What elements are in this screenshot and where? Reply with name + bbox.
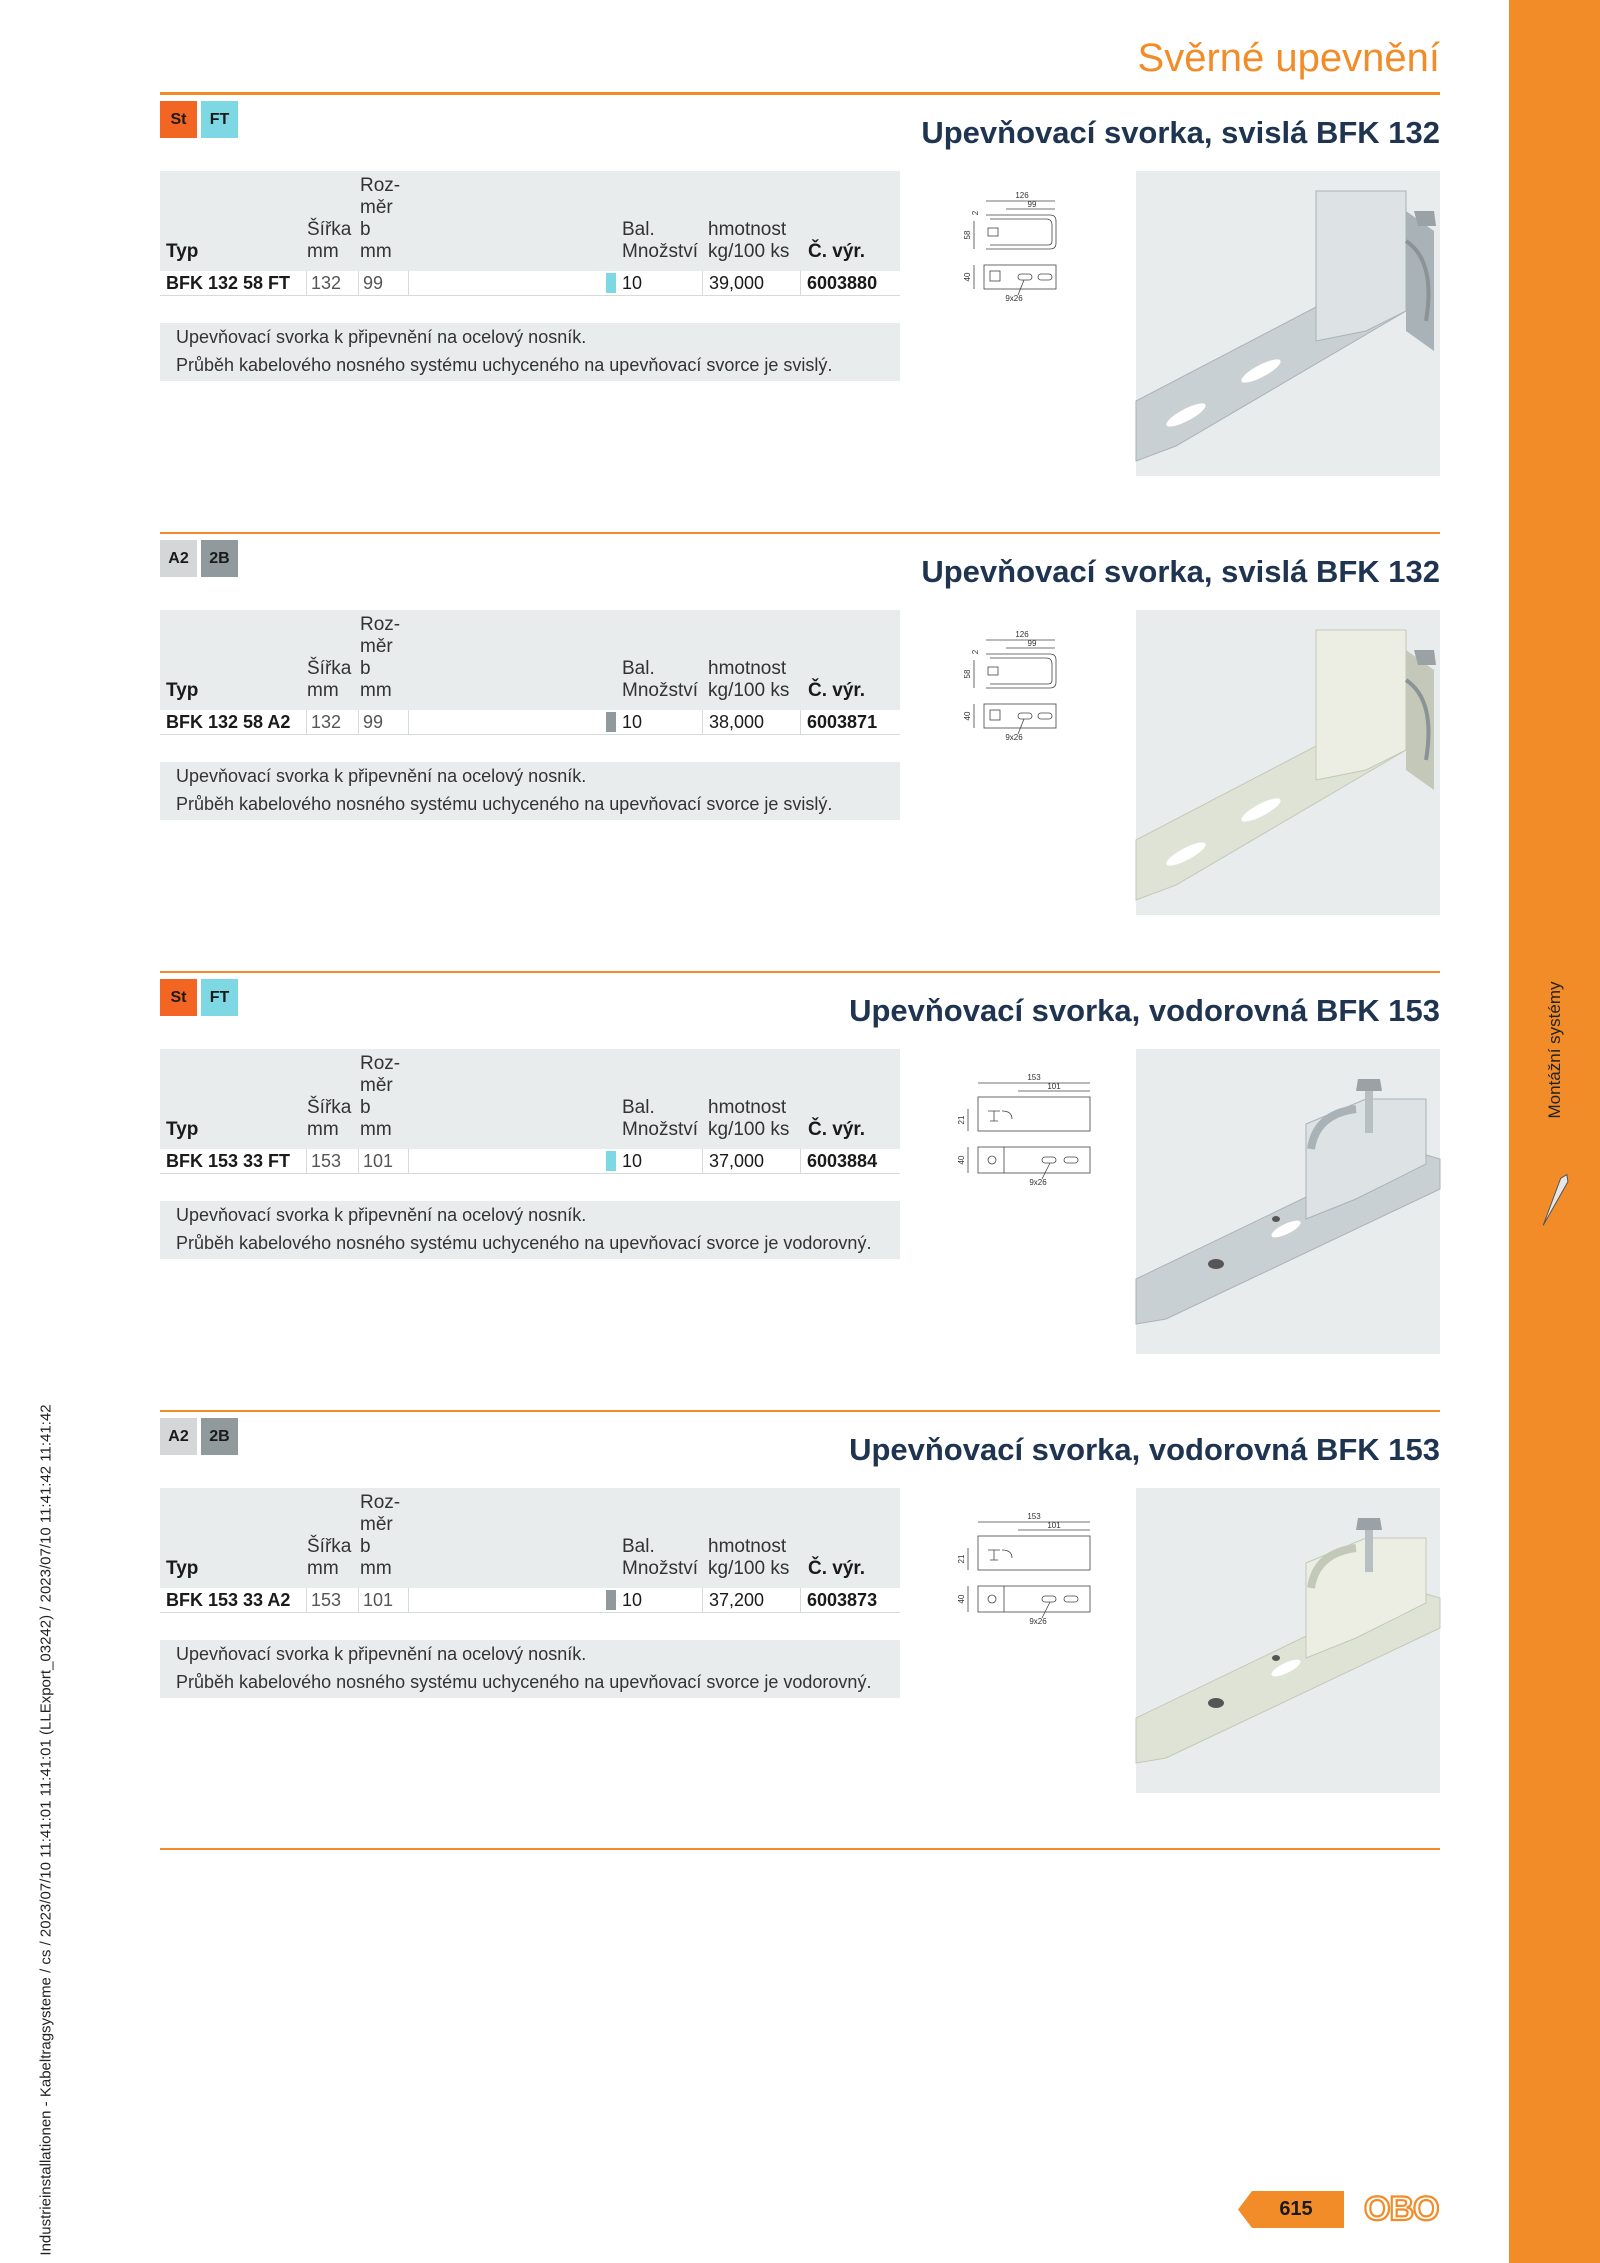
dim-inner-width: 99 bbox=[1027, 639, 1037, 648]
cell-rozmer: 101 bbox=[358, 1588, 408, 1612]
cell-empty bbox=[408, 1149, 608, 1173]
col-cvyr: Č. výr. bbox=[808, 241, 866, 262]
clamp-illustration bbox=[1136, 171, 1440, 476]
dim-thickness: 2 bbox=[971, 210, 980, 216]
col-sirka: Šířka bbox=[307, 1097, 352, 1118]
col-sirka-unit: mm bbox=[307, 680, 339, 701]
description-line1: Upevňovací svorka k připevnění na ocelový nosník. bbox=[176, 1205, 587, 1225]
col-rozmer-line2: měr bbox=[360, 1075, 393, 1096]
cell-hmotnost: 37,200 bbox=[702, 1588, 800, 1612]
cell-rozmer: 101 bbox=[358, 1149, 408, 1173]
col-rozmer-line2: měr bbox=[360, 1514, 393, 1535]
spec-table-header bbox=[160, 171, 900, 271]
col-typ: Typ bbox=[166, 680, 199, 701]
dim-total-width: 153 bbox=[1027, 1073, 1041, 1082]
cell-sirka: 153 bbox=[306, 1149, 358, 1173]
page-title: Svěrné upevnění bbox=[1137, 36, 1440, 80]
col-rozmer-line3: b bbox=[360, 1097, 371, 1118]
dim-slot: 9x26 bbox=[1029, 1178, 1047, 1187]
dim-width: 40 bbox=[963, 711, 972, 721]
bottom-divider bbox=[160, 1848, 1440, 1850]
col-cvyr: Č. výr. bbox=[808, 680, 866, 701]
dim-width: 40 bbox=[957, 1594, 966, 1604]
col-rozmer-line1: Roz- bbox=[360, 1053, 401, 1074]
section-divider bbox=[160, 93, 1440, 95]
product-photo bbox=[1136, 171, 1440, 476]
product-photo bbox=[1136, 610, 1440, 915]
col-rozmer-line1: Roz- bbox=[360, 1492, 401, 1513]
technical-drawing bbox=[960, 622, 1130, 772]
orange-side-bar bbox=[1509, 0, 1600, 2263]
section-divider bbox=[160, 532, 1440, 534]
dim-height: 58 bbox=[963, 669, 972, 679]
dim-total-width: 126 bbox=[1015, 630, 1029, 639]
page-number: 615 bbox=[1279, 2198, 1313, 2220]
cell-bal: 10 bbox=[622, 1590, 643, 1610]
material-badge: St bbox=[160, 101, 197, 138]
product-section bbox=[160, 532, 1440, 970]
clamp-illustration bbox=[1136, 610, 1440, 915]
clamp-illustration bbox=[1136, 1488, 1440, 1793]
spec-table-header bbox=[160, 610, 900, 710]
col-rozmer-line3: b bbox=[360, 1536, 371, 1557]
technical-drawing bbox=[957, 1061, 1130, 1211]
finish-color-marker bbox=[606, 273, 616, 293]
material-badge: St bbox=[160, 979, 197, 1016]
product-section bbox=[160, 93, 1440, 531]
col-sirka: Šířka bbox=[307, 219, 352, 240]
col-rozmer-line1: Roz- bbox=[360, 614, 401, 635]
dim-width: 40 bbox=[957, 1155, 966, 1165]
col-cvyr: Č. výr. bbox=[808, 1119, 866, 1140]
dim-slot: 9x26 bbox=[1029, 1617, 1047, 1626]
col-typ: Typ bbox=[166, 241, 199, 262]
col-typ: Typ bbox=[166, 1119, 199, 1140]
spec-table-header bbox=[160, 1488, 900, 1588]
col-hmotnost-line1: hmotnost bbox=[708, 1536, 787, 1557]
description-line2: Průběh kabelového nosného systému uchyceného na upevňovací svorce je svislý. bbox=[176, 355, 833, 375]
col-bal-line1: Bal. bbox=[622, 219, 655, 240]
section-divider bbox=[160, 1410, 1440, 1412]
finish-color-marker bbox=[606, 1151, 616, 1171]
obo-logo-icon bbox=[1364, 2190, 1442, 2226]
col-bal-line2: Množství bbox=[622, 680, 699, 701]
cell-bal: 10 bbox=[622, 273, 643, 293]
col-hmotnost-line2: kg/100 ks bbox=[708, 1119, 790, 1140]
cell-cvyr: 6003880 bbox=[800, 271, 900, 295]
description-line2: Průběh kabelového nosného systému uchyceného na upevňovací svorce je svislý. bbox=[176, 794, 833, 814]
col-hmotnost-line1: hmotnost bbox=[708, 658, 787, 679]
cell-empty bbox=[408, 710, 608, 734]
table-row bbox=[160, 710, 900, 735]
cell-empty bbox=[408, 271, 608, 295]
dim-slot: 9x26 bbox=[1005, 294, 1023, 303]
col-rozmer-unit: mm bbox=[360, 1119, 392, 1140]
svg-text:OBO: OBO bbox=[1364, 2190, 1439, 2228]
material-badges bbox=[160, 101, 238, 138]
finish-badge: 2B bbox=[201, 1418, 238, 1455]
dim-height: 58 bbox=[963, 230, 972, 240]
technical-drawing bbox=[957, 1500, 1130, 1650]
col-sirka: Šířka bbox=[307, 658, 352, 679]
cell-typ: BFK 132 58 FT bbox=[166, 273, 291, 293]
product-description bbox=[160, 323, 900, 381]
col-sirka-unit: mm bbox=[307, 241, 339, 262]
product-section bbox=[160, 971, 1440, 1409]
col-sirka: Šířka bbox=[307, 1536, 352, 1557]
col-hmotnost-line2: kg/100 ks bbox=[708, 1558, 790, 1579]
dim-width: 40 bbox=[963, 272, 972, 282]
col-cvyr: Č. výr. bbox=[808, 1558, 866, 1579]
table-row bbox=[160, 271, 900, 296]
product-title: Upevňovací svorka, svislá BFK 132 bbox=[921, 115, 1440, 150]
table-row bbox=[160, 1588, 900, 1613]
product-photo bbox=[1136, 1488, 1440, 1793]
technical-drawing bbox=[960, 183, 1130, 333]
col-hmotnost-line2: kg/100 ks bbox=[708, 680, 790, 701]
dim-total-width: 153 bbox=[1027, 1512, 1041, 1521]
material-badges bbox=[160, 979, 238, 1016]
cell-cvyr: 6003884 bbox=[800, 1149, 900, 1173]
clamp-illustration bbox=[1136, 1049, 1440, 1354]
col-rozmer-unit: mm bbox=[360, 680, 392, 701]
cell-typ: BFK 153 33 A2 bbox=[166, 1590, 291, 1610]
description-line1: Upevňovací svorka k připevnění na ocelový nosník. bbox=[176, 766, 587, 786]
cell-rozmer: 99 bbox=[358, 710, 408, 734]
cell-hmotnost: 37,000 bbox=[702, 1149, 800, 1173]
dim-inner-width: 101 bbox=[1047, 1082, 1061, 1091]
col-rozmer-line2: měr bbox=[360, 197, 393, 218]
dim-inner-width: 101 bbox=[1047, 1521, 1061, 1530]
material-badge: A2 bbox=[160, 1418, 197, 1455]
dim-thickness: 2 bbox=[971, 649, 980, 655]
cell-hmotnost: 39,000 bbox=[702, 271, 800, 295]
product-description bbox=[160, 1640, 900, 1698]
finish-color-marker bbox=[606, 1590, 616, 1610]
cell-sirka: 153 bbox=[306, 1588, 358, 1612]
section-divider bbox=[160, 971, 1440, 973]
cell-empty bbox=[408, 1588, 608, 1612]
cell-typ: BFK 132 58 A2 bbox=[166, 712, 291, 732]
dimension-drawing-svg bbox=[960, 183, 1130, 333]
dimension-drawing-svg bbox=[957, 1061, 1130, 1211]
cell-cvyr: 6003871 bbox=[800, 710, 900, 734]
cell-typ: BFK 153 33 FT bbox=[166, 1151, 291, 1171]
material-badges bbox=[160, 540, 238, 577]
col-bal-line1: Bal. bbox=[622, 1097, 655, 1118]
description-line2: Průběh kabelového nosného systému uchyceného na upevňovací svorce je vodorovný. bbox=[176, 1672, 872, 1692]
col-rozmer-line1: Roz- bbox=[360, 175, 401, 196]
cell-hmotnost: 38,000 bbox=[702, 710, 800, 734]
description-line2: Průběh kabelového nosného systému uchyceného na upevňovací svorce je vodorovný. bbox=[176, 1233, 872, 1253]
col-sirka-unit: mm bbox=[307, 1558, 339, 1579]
finish-badge: FT bbox=[201, 101, 238, 138]
dim-height: 21 bbox=[957, 1554, 966, 1564]
cell-bal: 10 bbox=[622, 1151, 643, 1171]
col-rozmer-unit: mm bbox=[360, 241, 392, 262]
product-title: Upevňovací svorka, vodorovná BFK 153 bbox=[849, 993, 1440, 1028]
col-hmotnost-line1: hmotnost bbox=[708, 1097, 787, 1118]
cell-bal: 10 bbox=[622, 712, 643, 732]
dim-height: 21 bbox=[957, 1115, 966, 1125]
col-typ: Typ bbox=[166, 1558, 199, 1579]
col-bal-line2: Množství bbox=[622, 1119, 699, 1140]
material-badge: A2 bbox=[160, 540, 197, 577]
col-bal-line1: Bal. bbox=[622, 658, 655, 679]
dimension-drawing-svg bbox=[957, 1500, 1130, 1650]
description-line1: Upevňovací svorka k připevnění na ocelový nosník. bbox=[176, 327, 587, 347]
sidebar-label: Montážní systémy bbox=[1545, 981, 1564, 1119]
dim-total-width: 126 bbox=[1015, 191, 1029, 200]
col-sirka-unit: mm bbox=[307, 1119, 339, 1140]
col-hmotnost-line2: kg/100 ks bbox=[708, 241, 790, 262]
cell-rozmer: 99 bbox=[358, 271, 408, 295]
col-rozmer-line3: b bbox=[360, 219, 371, 240]
cell-sirka: 132 bbox=[306, 710, 358, 734]
dim-inner-width: 99 bbox=[1027, 200, 1037, 209]
product-description bbox=[160, 1201, 900, 1259]
table-row bbox=[160, 1149, 900, 1174]
spec-table-header bbox=[160, 1049, 900, 1149]
product-title: Upevňovací svorka, vodorovná BFK 153 bbox=[849, 1432, 1440, 1467]
dim-slot: 9x26 bbox=[1005, 733, 1023, 742]
col-bal-line1: Bal. bbox=[622, 1536, 655, 1557]
product-description bbox=[160, 762, 900, 820]
col-rozmer-line3: b bbox=[360, 658, 371, 679]
col-rozmer-line2: měr bbox=[360, 636, 393, 657]
col-rozmer-unit: mm bbox=[360, 1558, 392, 1579]
col-hmotnost-line1: hmotnost bbox=[708, 219, 787, 240]
export-meta-text: Industrieinstallationen - Kabeltragsysteme / cs / 2023/07/10 11:41:01 11:41:01 (LLExport_03242) / 2023/07/10 11:41:42 11:41:42 bbox=[37, 1404, 55, 2256]
product-title: Upevňovací svorka, svislá BFK 132 bbox=[921, 554, 1440, 589]
finish-color-marker bbox=[606, 712, 616, 732]
product-photo bbox=[1136, 1049, 1440, 1354]
cell-cvyr: 6003873 bbox=[800, 1588, 900, 1612]
finish-badge: 2B bbox=[201, 540, 238, 577]
col-bal-line2: Množství bbox=[622, 1558, 699, 1579]
cell-sirka: 132 bbox=[306, 271, 358, 295]
description-line1: Upevňovací svorka k připevnění na ocelový nosník. bbox=[176, 1644, 587, 1664]
dimension-drawing-svg bbox=[960, 622, 1130, 772]
material-badges bbox=[160, 1418, 238, 1455]
col-bal-line2: Množství bbox=[622, 241, 699, 262]
finish-badge: FT bbox=[201, 979, 238, 1016]
product-section bbox=[160, 1410, 1440, 1848]
